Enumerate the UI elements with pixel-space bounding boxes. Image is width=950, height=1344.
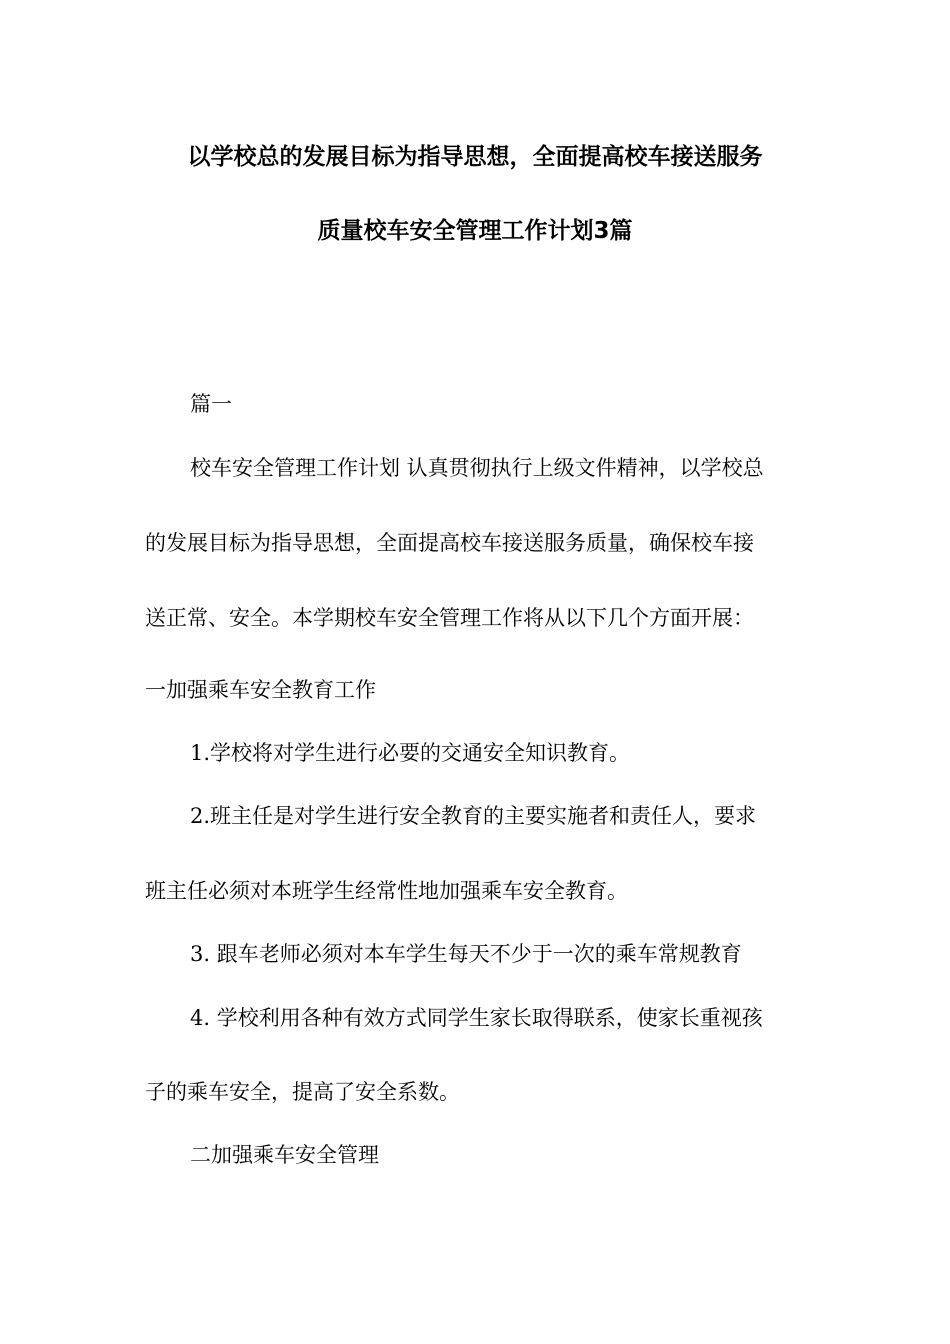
document-title-line-2: 质量校车安全管理工作计划3篇 — [317, 218, 633, 244]
body-line: 班主任必须对本班学生经常性地加强乘车安全教育。 — [145, 879, 628, 903]
body-line: 的发展目标为指导思想，全面提高校车接送服务质量，确保校车接 — [145, 531, 754, 555]
body-line: 校车安全管理工作计划 认真贯彻执行上级文件精神，以学校总 — [190, 456, 764, 480]
body-line: 送正常、安全。本学期校车安全管理工作将从以下几个方面开展： — [145, 606, 754, 630]
section-heading: 一加强乘车安全教育工作 — [145, 678, 376, 702]
section-heading-part-one: 篇一 — [190, 392, 232, 416]
section-heading: 二加强乘车安全管理 — [190, 1143, 379, 1167]
list-item: 3. 跟车老师必须对本车学生每天不少于一次的乘车常规教育 — [190, 942, 742, 966]
list-item: 4. 学校利用各种有效方式同学生家长取得联系，使家长重视孩 — [190, 1006, 763, 1030]
body-line: 子的乘车安全，提高了安全系数。 — [145, 1080, 460, 1104]
list-item: 2.班主任是对学生进行安全教育的主要实施者和责任人，要求 — [190, 804, 757, 828]
list-item: 1.学校将对学生进行必要的交通安全知识教育。 — [190, 741, 631, 765]
document-title-line-1: 以学校总的发展目标为指导思想，全面提高校车接送服务 — [187, 144, 763, 170]
